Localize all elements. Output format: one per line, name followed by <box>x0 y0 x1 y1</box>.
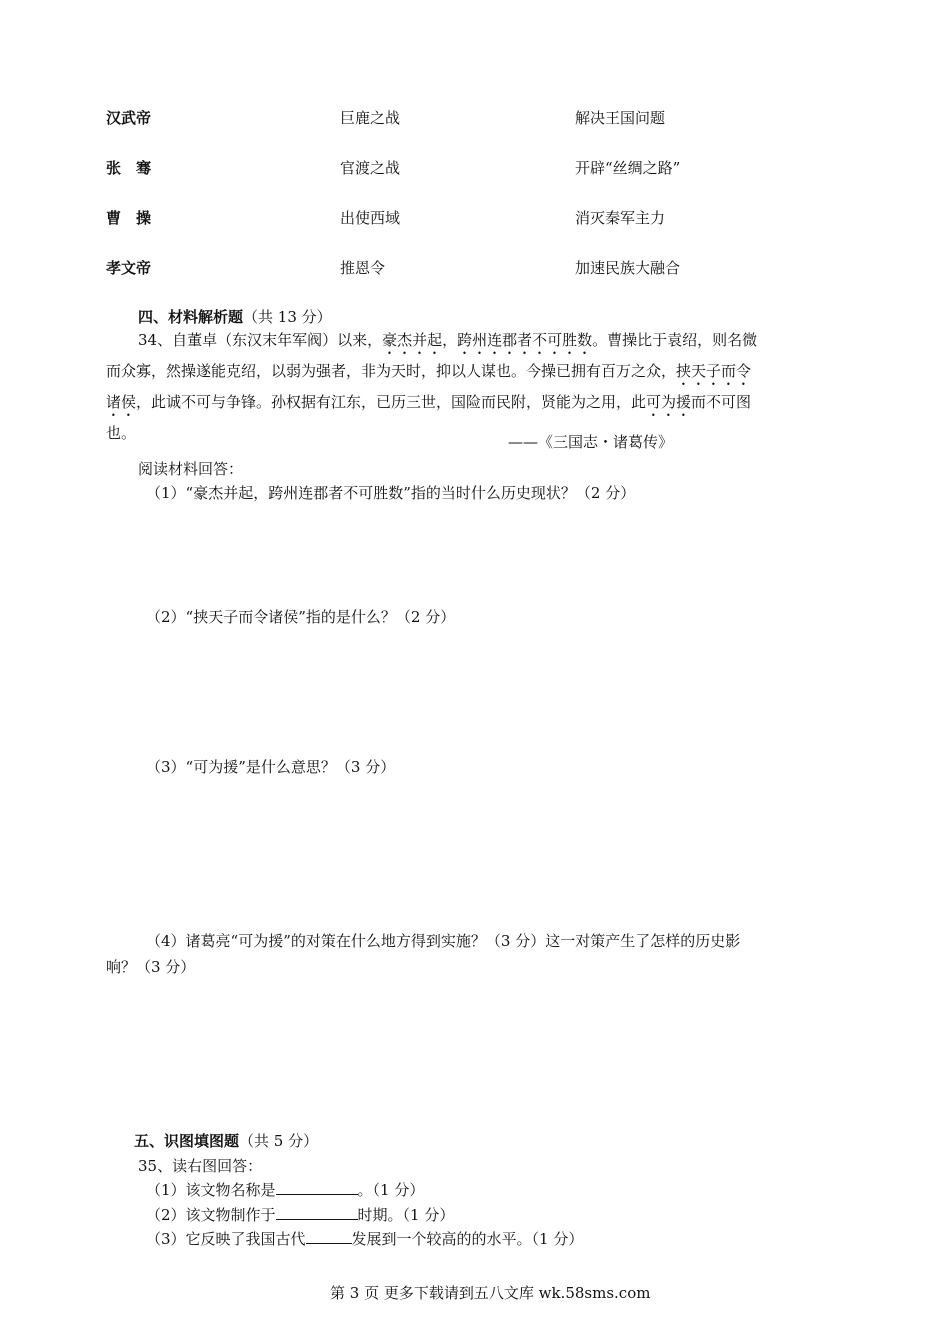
deed-2: 开辟“丝绸之路” <box>575 159 681 177</box>
q34-emphasis-2: 挟天子而令 <box>676 362 752 380</box>
event-3: 出使西域 <box>340 209 401 227</box>
q34-text: 34、自董卓（东汉末年军阀）以来， <box>138 331 383 349</box>
event-1: 巨鹿之战 <box>340 109 401 127</box>
page-footer: 第 3 页 更多下载请到五八文库 wk.58sms.com <box>330 1284 651 1302</box>
q34-line1 <box>106 327 866 358</box>
person-4: 孝文帝 <box>106 259 152 277</box>
person-2: 张 骞 <box>106 159 152 177</box>
section4-heading <box>138 306 332 327</box>
q35-prompt: 35、读右图回答： <box>138 1157 263 1175</box>
q34-sub1: （1）“豪杰并起，跨州连郡者不可胜数”指的当时什么历史现状？（2 分） <box>146 484 636 502</box>
deed-1: 解决王国问题 <box>575 109 666 127</box>
q34-text: 而不可图 <box>691 393 752 411</box>
answer-blank-3[interactable] <box>306 1229 352 1244</box>
q34-line3 <box>106 389 866 420</box>
deed-4: 加速民族大融合 <box>575 259 681 277</box>
q34-sub3: （3）“可为援”是什么意思？（3 分） <box>146 758 396 776</box>
q34-text: 而众寡，然操遂能克绍，以弱为强者，非为天时，抑以人谋也。今操已拥有百万之众， <box>106 362 677 380</box>
q35-sub3-suffix: 发展到一个较高的的水平。（1 分） <box>351 1230 584 1248</box>
answer-blank-1[interactable] <box>276 1180 358 1195</box>
q35-sub1 <box>146 1179 424 1200</box>
q34-prompt: 阅读材料回答： <box>138 460 244 478</box>
q34-sub4-line2: 响？（3 分） <box>106 958 196 976</box>
section4-score: （共 13 分） <box>243 308 332 326</box>
q35-sub3-text: （3）它反映了我国古代 <box>146 1230 306 1248</box>
q34-line4: 也。 <box>106 424 137 442</box>
section4-title: 四、材料解析题 <box>138 308 244 326</box>
q34-text: 。曹操比于袁绍，则名微 <box>592 331 758 349</box>
q35-sub1-text: （1）该文物名称是 <box>146 1181 276 1199</box>
answer-blank-2[interactable] <box>276 1205 358 1220</box>
event-2: 官渡之战 <box>340 159 401 177</box>
q34-sub4-line1: （4）诸葛亮“可为援”的对策在什么地方得到实施？（3 分）这一对策产生了怎样的历史影 <box>146 932 741 950</box>
q34-material <box>106 327 866 446</box>
q35-sub3 <box>146 1228 583 1249</box>
q34-emphasis-4: 可为援 <box>646 393 692 411</box>
q35-sub2 <box>146 1204 454 1225</box>
q34-text: ，此诚不可与争锋。孙权据有江东，已历三世，国险而民附，贤能为之用，此 <box>136 393 647 411</box>
deed-3: 消灭秦军主力 <box>575 209 666 227</box>
q34-sub2: （2）“挟天子而令诸侯”指的是什么？（2 分） <box>146 608 456 626</box>
q35-sub1-suffix: 。（1 分） <box>357 1181 425 1199</box>
section5-score: （共 5 分） <box>239 1132 319 1150</box>
q34-line2 <box>106 358 866 389</box>
section5-title: 五、识图填图题 <box>134 1132 240 1150</box>
section5-heading <box>134 1130 318 1151</box>
person-3: 曹 操 <box>106 209 152 227</box>
q35-sub2-text: （2）该文物制作于 <box>146 1206 276 1224</box>
q34-emphasis-1: 豪杰并起，跨州连郡者不可胜数 <box>382 331 593 349</box>
q34-emphasis-3: 诸侯 <box>106 393 137 411</box>
event-4: 推恩令 <box>340 259 386 277</box>
person-1: 汉武帝 <box>106 109 152 127</box>
q34-source: ——《三国志・诸葛传》 <box>508 433 674 451</box>
q35-sub2-suffix: 时期。（1 分） <box>357 1206 455 1224</box>
